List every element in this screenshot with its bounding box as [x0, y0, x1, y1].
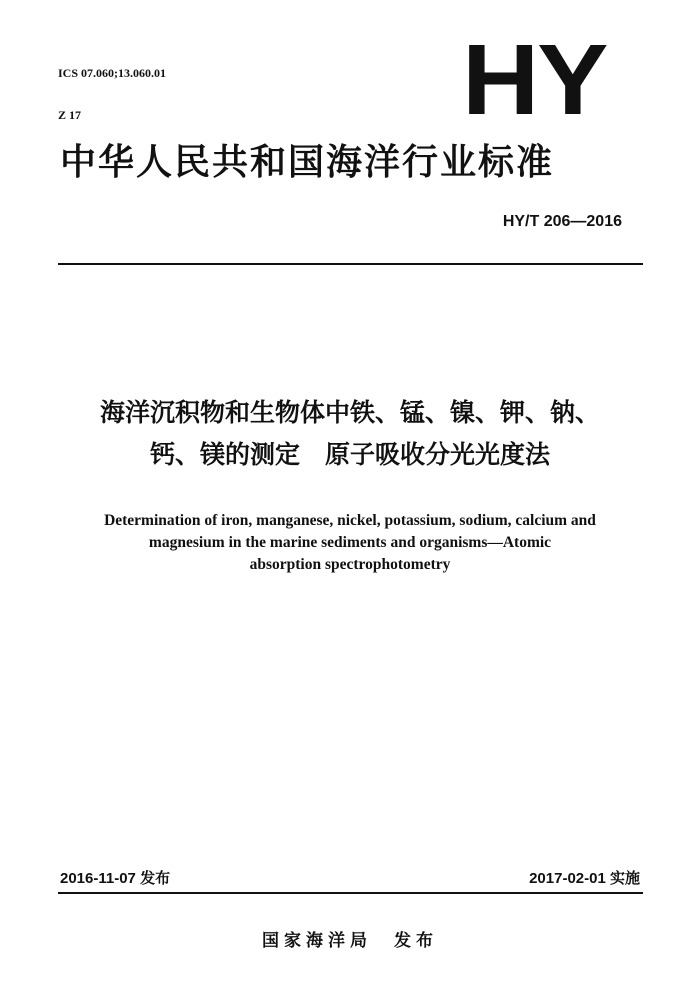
chinese-title-line-1: 海洋沉积物和生物体中铁、锰、镍、钾、钠、 [99, 398, 600, 427]
english-title [50, 510, 650, 576]
chinese-title-line-2: 钙、镁的测定 原子吸收分光光度法 [149, 440, 550, 469]
ics-code: ICS 07.060;13.060.01 [58, 66, 167, 80]
implementation-date: 2017-02-01 实施 [529, 870, 640, 887]
standard-number: HY/T 206—2016 [502, 213, 622, 230]
publisher-line [0, 930, 700, 952]
standard-category-title: 中华人民共和国海洋行业标准 [60, 142, 555, 183]
hy-logo: HY [462, 24, 607, 136]
classification-codes [58, 38, 166, 136]
chinese-title [40, 392, 660, 476]
top-divider [58, 263, 643, 265]
english-title-line-3: absorption spectrophotometry [249, 556, 451, 573]
english-title-line-2: magnesium in the marine sediments and organisms—Atomic [148, 534, 552, 551]
publisher-action: 发布 [394, 931, 438, 951]
publisher-name: 国家海洋局 [262, 931, 372, 951]
ccs-code: Z 17 [58, 108, 82, 122]
english-title-line-1: Determination of iron, manganese, nickel, potassium, sodium, calcium and [104, 512, 596, 529]
issue-date: 2016-11-07 发布 [60, 870, 171, 887]
bottom-divider [58, 892, 643, 894]
